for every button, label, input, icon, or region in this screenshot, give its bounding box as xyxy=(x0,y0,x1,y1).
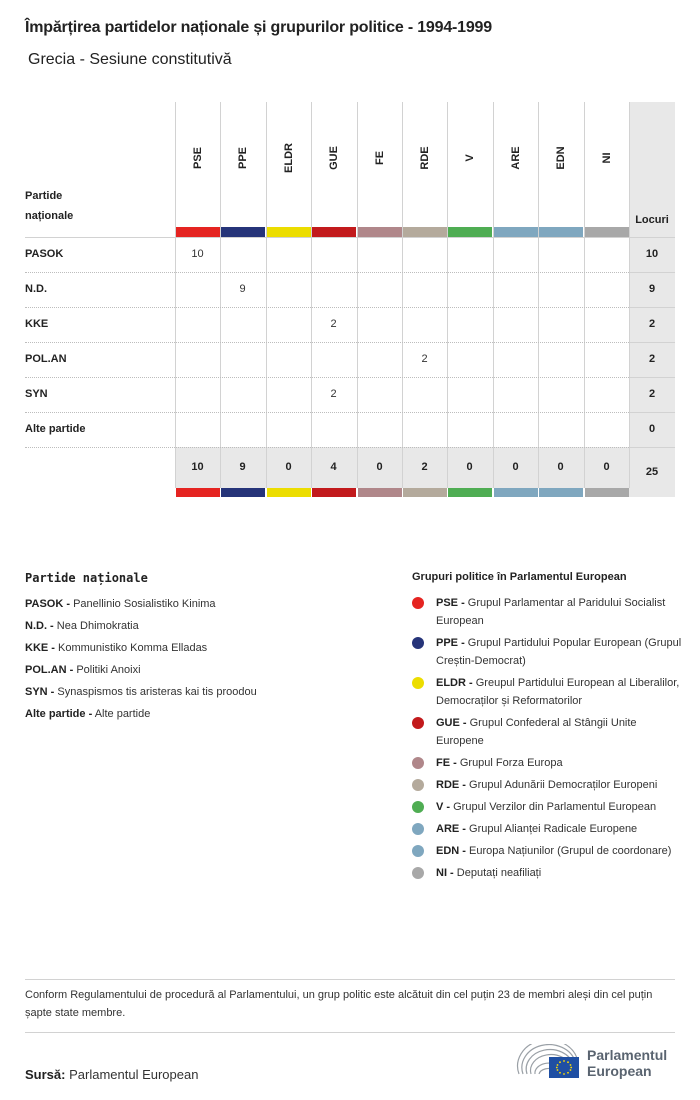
column-total: 4 xyxy=(330,461,337,473)
table-row xyxy=(25,377,675,412)
table-cell: 2 xyxy=(421,353,428,365)
national-party-legend-item xyxy=(25,637,385,659)
group-color-bar xyxy=(403,488,447,497)
table-row xyxy=(25,342,675,377)
logo-text xyxy=(587,1047,667,1079)
table-row xyxy=(25,412,675,447)
group-abbr: PSE - xyxy=(436,597,465,609)
row-party-label: KKE xyxy=(25,318,49,330)
column-header-gue xyxy=(311,102,356,237)
grand-total: 25 xyxy=(645,466,659,478)
group-color-bar xyxy=(358,227,402,237)
column-header-label: PSE xyxy=(191,146,204,170)
political-group-legend-item xyxy=(412,714,682,750)
column-total: 0 xyxy=(603,461,610,473)
group-color-bar xyxy=(403,227,447,237)
political-group-legend-item xyxy=(412,798,682,816)
row-total: 2 xyxy=(648,353,656,365)
group-color-bar xyxy=(267,488,311,497)
group-name: Grupul Partidului Popular European (Grupul Creștin-Democrat) xyxy=(436,637,682,667)
group-color-bar xyxy=(539,488,583,497)
column-header-edn xyxy=(538,102,583,237)
row-separator-total xyxy=(629,447,675,448)
party-name: Synaspismos tis aristeras kai tis proodou xyxy=(57,686,257,698)
row-header-label xyxy=(25,186,73,226)
group-color-bar xyxy=(448,227,492,237)
national-party-legend-item xyxy=(25,659,385,681)
group-name: Grupul Parlamentar al Paridului Socialist European xyxy=(436,597,666,627)
group-color-bar xyxy=(585,227,629,237)
party-abbr: Alte partide - xyxy=(25,708,93,720)
column-header-v xyxy=(447,102,492,237)
column-header-label: PPE xyxy=(236,146,249,170)
group-color-bar xyxy=(448,488,492,497)
logo-line1: Parlamentul xyxy=(587,1047,668,1063)
group-color-dot-icon xyxy=(412,801,424,813)
table-row xyxy=(25,307,675,342)
column-total: 0 xyxy=(285,461,292,473)
political-groups-legend-title: Grupuri politice în Parlamentul European xyxy=(412,571,627,583)
group-name: Grupul Adunării Democraților Europeni xyxy=(469,779,658,791)
group-color-dot-icon xyxy=(412,677,424,689)
column-header-eldr xyxy=(266,102,311,237)
group-name: Grupul Confederal al Stângii Unite Europene xyxy=(436,717,637,747)
total-column-header: Locuri xyxy=(635,214,669,226)
page-title: Împărțirea partidelor naționale și grupurilor politice - 1994-1999 xyxy=(25,19,492,36)
political-group-legend-item xyxy=(412,594,682,630)
logo-line2: European xyxy=(587,1063,652,1079)
group-color-bar xyxy=(585,488,629,497)
political-group-legend-item xyxy=(412,674,682,710)
column-header-pse xyxy=(175,102,220,237)
page-subtitle: Grecia - Sesiune constitutivă xyxy=(28,51,232,68)
source-label: Sursă: xyxy=(25,1067,66,1082)
column-header-label: FE xyxy=(373,150,386,166)
group-color-dot-icon xyxy=(412,717,424,729)
group-color-dot-icon xyxy=(412,845,424,857)
divider xyxy=(25,1032,675,1033)
group-abbr: ARE - xyxy=(436,823,466,835)
row-party-label: PASOK xyxy=(25,248,64,260)
column-header-label: NI xyxy=(600,152,613,164)
party-name: Nea Dhimokratia xyxy=(56,620,139,632)
group-abbr: GUE - xyxy=(436,717,467,729)
row-header-line1: Partide xyxy=(25,190,63,202)
political-group-legend-item xyxy=(412,754,682,772)
row-total: 2 xyxy=(648,388,656,400)
column-header-ppe xyxy=(220,102,265,237)
group-abbr: V - xyxy=(436,801,451,813)
column-total: 0 xyxy=(376,461,383,473)
group-color-dot-icon xyxy=(412,867,424,879)
group-color-bar xyxy=(176,488,220,497)
national-parties-legend xyxy=(25,571,385,725)
group-name: Grupul Alianței Radicale Europene xyxy=(469,823,638,835)
column-total: 10 xyxy=(191,461,204,473)
group-color-bar xyxy=(358,488,402,497)
row-total: 10 xyxy=(645,248,659,260)
national-party-legend-item xyxy=(25,681,385,703)
row-total: 2 xyxy=(648,318,656,330)
european-parliament-logo xyxy=(515,1042,680,1082)
group-name: Deputați neafiliați xyxy=(456,867,542,879)
political-groups-legend xyxy=(412,571,682,886)
source-value: Parlamentul European xyxy=(69,1067,199,1082)
hemicycle-icon xyxy=(515,1044,581,1080)
group-name: Grupul Forza Europa xyxy=(459,757,563,769)
group-color-dot-icon xyxy=(412,637,424,649)
row-party-label: POL.AN xyxy=(25,353,67,365)
row-party-label: Alte partide xyxy=(25,423,86,435)
group-color-bar xyxy=(494,488,538,497)
group-color-bar xyxy=(221,227,265,237)
table-cell: 2 xyxy=(330,318,337,330)
group-name: Europa Națiunilor (Grupul de coordonare) xyxy=(469,845,672,857)
national-party-legend-item xyxy=(25,703,385,725)
table-row xyxy=(25,237,675,272)
row-separator xyxy=(25,447,629,448)
group-name: Greupul Partidului European al Liberalilor, Democraților și Reformatorilor xyxy=(436,677,680,707)
group-abbr: PPE - xyxy=(436,637,465,649)
party-name: Panellinio Sosialistiko Kinima xyxy=(73,598,216,610)
column-header-label: V xyxy=(463,154,476,162)
column-header-label: GUE xyxy=(327,146,340,170)
group-color-bar xyxy=(539,227,583,237)
column-header-label: ELDR xyxy=(282,143,295,173)
row-total: 0 xyxy=(648,423,656,435)
group-color-dot-icon xyxy=(412,597,424,609)
column-header-fe xyxy=(357,102,402,237)
group-color-bar xyxy=(312,227,356,237)
group-color-bar xyxy=(494,227,538,237)
party-name: Politiki Anoixi xyxy=(76,664,141,676)
political-group-legend-item xyxy=(412,842,682,860)
column-header-label: ARE xyxy=(509,146,522,170)
group-color-dot-icon xyxy=(412,757,424,769)
national-parties-legend-title: Partide naționale xyxy=(25,571,148,585)
political-group-legend-item xyxy=(412,864,682,882)
political-group-legend-item xyxy=(412,820,682,838)
column-total: 0 xyxy=(466,461,473,473)
footnote: Conform Regulamentului de procedură al Parlamentului, un grup politic este alcătuit din cel puțin 23 de membri aleși din cel puțin șapte state membre. xyxy=(25,989,653,1019)
column-header-label: EDN xyxy=(554,146,567,170)
column-total: 0 xyxy=(512,461,519,473)
row-party-label: N.D. xyxy=(25,283,47,295)
row-party-label: SYN xyxy=(25,388,48,400)
group-abbr: EDN - xyxy=(436,845,466,857)
column-header-are xyxy=(493,102,538,237)
column-header-label: RDE xyxy=(418,146,431,170)
party-abbr: PASOK - xyxy=(25,598,71,610)
party-name: Kommunistiko Komma Elladas xyxy=(58,642,208,654)
column-header-ni xyxy=(584,102,629,237)
political-group-legend-item xyxy=(412,634,682,670)
group-abbr: RDE - xyxy=(436,779,466,791)
table-row xyxy=(25,272,675,307)
group-abbr: NI - xyxy=(436,867,454,879)
group-color-bar xyxy=(267,227,311,237)
column-header-rde xyxy=(402,102,447,237)
table-cell: 9 xyxy=(239,283,246,295)
table-cell: 2 xyxy=(330,388,337,400)
column-total: 2 xyxy=(421,461,428,473)
row-total: 9 xyxy=(648,283,656,295)
group-abbr: ELDR - xyxy=(436,677,473,689)
group-name: Grupul Verzilor din Parlamentul European xyxy=(453,801,657,813)
group-color-bar xyxy=(176,227,220,237)
group-abbr: FE - xyxy=(436,757,457,769)
party-abbr: POL.AN - xyxy=(25,664,74,676)
party-name: Alte partide xyxy=(94,708,151,720)
party-abbr: SYN - xyxy=(25,686,55,698)
table-cell: 10 xyxy=(191,248,204,260)
national-party-legend-item xyxy=(25,615,385,637)
divider xyxy=(25,979,675,980)
row-header-line2: naționale xyxy=(25,210,74,222)
political-group-legend-item xyxy=(412,776,682,794)
source-line xyxy=(25,1067,198,1082)
group-color-bar xyxy=(312,488,356,497)
group-color-bar xyxy=(221,488,265,497)
column-total: 9 xyxy=(239,461,246,473)
party-abbr: KKE - xyxy=(25,642,55,654)
national-party-legend-item xyxy=(25,593,385,615)
group-color-dot-icon xyxy=(412,779,424,791)
column-total: 0 xyxy=(557,461,564,473)
group-color-dot-icon xyxy=(412,823,424,835)
party-abbr: N.D. - xyxy=(25,620,54,632)
